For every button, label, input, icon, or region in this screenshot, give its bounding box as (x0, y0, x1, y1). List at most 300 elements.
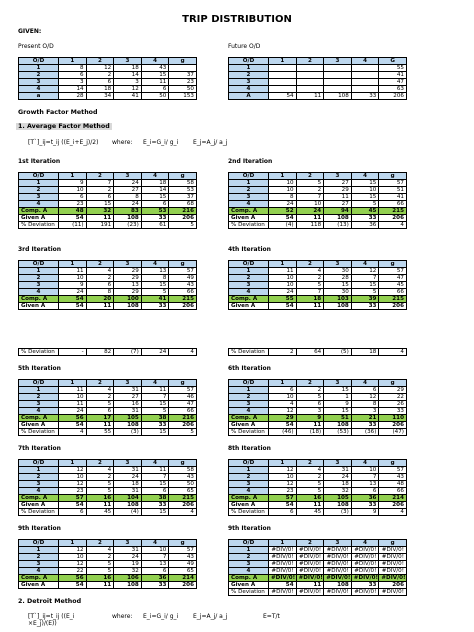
row-label-cell: Comp. A (19, 495, 59, 502)
value-cell: 48 (379, 481, 407, 488)
value-cell: 153 (169, 93, 197, 100)
row-label-cell: Comp. A (19, 208, 59, 215)
row-label-cell: Comp. A (229, 575, 269, 582)
row-label-cell: Given A (229, 422, 269, 429)
value-cell: 1 (269, 460, 297, 467)
value-cell: 15 (141, 282, 169, 289)
value-cell: 18 (351, 349, 379, 356)
row-label-cell: % Deviation (229, 349, 269, 356)
value-cell: 14 (114, 72, 142, 79)
value-cell: 206 (379, 303, 407, 310)
value-cell: 21 (351, 415, 379, 422)
value-cell: 5 (169, 222, 197, 229)
value-cell: 5 (86, 481, 114, 488)
data-row (19, 481, 197, 488)
value-cell: (23) (114, 222, 142, 229)
value-cell: 2 (296, 380, 324, 387)
comp-row (229, 495, 407, 502)
value-cell: 54 (269, 582, 297, 589)
hdr-row (229, 58, 407, 65)
value-cell: 10 (269, 282, 297, 289)
value-cell: 15 (141, 72, 169, 79)
value-cell: 1 (324, 394, 352, 401)
value-cell: 15 (141, 429, 169, 436)
row-label-cell: Given A (229, 582, 269, 589)
iteration-table (18, 459, 197, 516)
value-cell: 4 (351, 380, 379, 387)
value-cell: 2 (296, 173, 324, 180)
row-label-cell: Given A (19, 303, 59, 310)
value-cell: #DIV/0! (379, 561, 407, 568)
value-cell: 19 (114, 561, 142, 568)
data-row (229, 481, 407, 488)
value-cell: 45 (296, 509, 324, 516)
iteration-table (228, 459, 407, 516)
value-cell: g (169, 540, 197, 547)
value-cell: 31 (114, 547, 142, 554)
value-cell: 57 (379, 467, 407, 474)
value-cell: 4 (141, 261, 169, 268)
value-cell: 10 (269, 187, 297, 194)
value-cell: 118 (296, 222, 324, 229)
hdr-row (229, 540, 407, 547)
value-cell: 29 (324, 187, 352, 194)
value-cell: 6 (141, 201, 169, 208)
value-cell: 6 (269, 387, 297, 394)
value-cell: 24 (269, 289, 297, 296)
value-cell: 10 (296, 201, 324, 208)
growth-factor-heading: Growth Factor Method (18, 109, 98, 116)
deviation-table (18, 348, 197, 356)
where-label: where: (112, 139, 133, 146)
value-cell: 24 (59, 408, 87, 415)
value-cell: 108 (114, 303, 142, 310)
row-label-cell: Comp. A (229, 296, 269, 303)
value-cell: 18 (114, 481, 142, 488)
value-cell: 3 (114, 540, 142, 547)
data-row (19, 180, 197, 187)
value-cell: #DIV/0! (296, 568, 324, 575)
given-row (19, 303, 197, 310)
value-cell: 4 (141, 380, 169, 387)
data-row (19, 488, 197, 495)
data-row (229, 194, 407, 201)
row-label-cell: 2 (19, 394, 59, 401)
dev-row (229, 222, 407, 229)
value-cell (269, 65, 297, 72)
value-cell: g (379, 261, 407, 268)
value-cell: 108 (324, 303, 352, 310)
value-cell: 54 (59, 303, 87, 310)
value-cell: 108 (324, 582, 352, 589)
value-cell: 3 (324, 173, 352, 180)
value-cell: 23 (269, 488, 297, 495)
value-cell (351, 72, 379, 79)
value-cell: (4) (269, 222, 297, 229)
value-cell: 50 (141, 93, 169, 100)
row-label-cell: 4 (19, 488, 59, 495)
value-cell: 24 (324, 474, 352, 481)
value-cell: 4 (379, 349, 407, 356)
value-cell: 23 (59, 488, 87, 495)
value-cell: 1 (269, 58, 297, 65)
row-label-cell: Comp. A (229, 415, 269, 422)
row-label-cell: 2 (229, 72, 269, 79)
comp-row (229, 575, 407, 582)
data-row (19, 408, 197, 415)
value-cell: 10 (269, 394, 297, 401)
value-cell: 105 (324, 495, 352, 502)
value-cell: #DIV/0! (379, 547, 407, 554)
value-cell: 65 (169, 568, 197, 575)
value-cell: (13) (324, 222, 352, 229)
future-od-label: Future O/D (228, 43, 261, 50)
data-row (19, 474, 197, 481)
row-label-cell: 3 (19, 481, 59, 488)
value-cell: 49 (169, 275, 197, 282)
value-cell: 2 (86, 275, 114, 282)
value-cell: g (169, 380, 197, 387)
value-cell: 4 (141, 173, 169, 180)
row-label-cell: 1 (19, 65, 59, 72)
iteration-table (228, 172, 407, 229)
value-cell (324, 86, 352, 93)
value-cell (169, 65, 197, 72)
value-cell: g (379, 173, 407, 180)
value-cell: (4) (114, 509, 142, 516)
value-cell: 58 (169, 180, 197, 187)
value-cell: #DIV/0! (269, 589, 297, 596)
value-cell: 6 (86, 194, 114, 201)
value-cell: 43 (169, 282, 197, 289)
value-cell: 12 (351, 394, 379, 401)
value-cell: 41 (379, 194, 407, 201)
value-cell: 2 (296, 387, 324, 394)
value-cell: 216 (169, 208, 197, 215)
value-cell: g (169, 261, 197, 268)
row-label-cell: 4 (229, 289, 269, 296)
value-cell: 11 (86, 582, 114, 589)
value-cell: 6 (141, 568, 169, 575)
given-row (19, 502, 197, 509)
data-row (19, 65, 197, 72)
value-cell: 5 (351, 289, 379, 296)
value-cell: 16 (114, 401, 142, 408)
value-cell: 18 (86, 86, 114, 93)
value-cell (296, 65, 324, 72)
hdr-row (19, 58, 197, 65)
value-cell: 6 (86, 408, 114, 415)
data-row (19, 401, 197, 408)
value-cell: #DIV/0! (296, 554, 324, 561)
row-label-cell: O/D (19, 58, 59, 65)
row-label-cell: Given A (19, 215, 59, 222)
value-cell: 7 (141, 474, 169, 481)
comp-row (229, 208, 407, 215)
value-cell: 56 (59, 415, 87, 422)
value-cell: 41 (114, 93, 142, 100)
value-cell: 2 (86, 394, 114, 401)
value-cell: 2 (296, 460, 324, 467)
value-cell: 6 (141, 86, 169, 93)
iteration-title: 2nd Iteration (228, 158, 273, 165)
value-cell: 51 (324, 415, 352, 422)
row-label-cell: % Deviation (19, 429, 59, 436)
value-cell: 36 (351, 495, 379, 502)
value-cell: 27 (324, 180, 352, 187)
value-cell: 16 (296, 495, 324, 502)
row-label-cell: O/D (229, 173, 269, 180)
value-cell: 5 (86, 488, 114, 495)
value-cell: 4 (351, 261, 379, 268)
present-od-label: Present O/D (18, 43, 54, 50)
row-label-cell: a (19, 93, 59, 100)
value-cell: 4 (141, 460, 169, 467)
future-od-table (228, 57, 407, 100)
value-cell: 11 (296, 502, 324, 509)
value-cell: 108 (324, 502, 352, 509)
value-cell: 6 (269, 509, 297, 516)
value-cell: 1 (59, 58, 87, 65)
value-cell: 206 (379, 582, 407, 589)
row-label-cell: Given A (19, 422, 59, 429)
row-label-cell: O/D (229, 460, 269, 467)
value-cell: 2 (86, 474, 114, 481)
value-cell: 83 (114, 208, 142, 215)
value-cell: 2 (296, 474, 324, 481)
value-cell: 52 (269, 208, 297, 215)
data-row (19, 79, 197, 86)
comp-row (19, 415, 197, 422)
value-cell: 30 (324, 268, 352, 275)
value-cell: #DIV/0! (351, 554, 379, 561)
value-cell: 15 (324, 408, 352, 415)
value-cell: 12 (59, 547, 87, 554)
value-cell: 57 (169, 387, 197, 394)
value-cell: 108 (114, 422, 142, 429)
row-label-cell: 2 (229, 474, 269, 481)
value-cell: 1 (59, 540, 87, 547)
value-cell: #DIV/0! (351, 568, 379, 575)
value-cell: - (59, 349, 87, 356)
data-row (19, 561, 197, 568)
value-cell: 38 (141, 415, 169, 422)
value-cell: 11 (59, 268, 87, 275)
value-cell: #DIV/0! (269, 568, 297, 575)
data-row (19, 86, 197, 93)
row-label-cell: 3 (19, 561, 59, 568)
value-cell: 15 (141, 401, 169, 408)
value-cell: 6 (296, 401, 324, 408)
row-label-cell: 1 (229, 387, 269, 394)
row-label-cell: 3 (229, 481, 269, 488)
iteration-table (18, 172, 197, 229)
row-label-cell: Given A (19, 582, 59, 589)
value-cell: 24 (141, 349, 169, 356)
value-cell: 206 (169, 303, 197, 310)
value-cell: 55 (269, 296, 297, 303)
value-cell: #DIV/0! (379, 568, 407, 575)
value-cell: 16 (86, 495, 114, 502)
value-cell: 4 (59, 429, 87, 436)
hdr-row (19, 540, 197, 547)
row-label-cell: 3 (19, 282, 59, 289)
value-cell: 24 (114, 201, 142, 208)
data-row (229, 568, 407, 575)
row-label-cell: 4 (19, 568, 59, 575)
value-cell: 29 (114, 289, 142, 296)
value-cell: 7 (296, 194, 324, 201)
value-cell: 3 (351, 408, 379, 415)
value-cell: 66 (379, 289, 407, 296)
data-row (229, 547, 407, 554)
value-cell: 50 (169, 481, 197, 488)
value-cell: 4 (141, 540, 169, 547)
row-label-cell: O/D (19, 173, 59, 180)
value-cell: 37 (169, 194, 197, 201)
value-cell: 11 (296, 93, 324, 100)
value-cell: 11 (86, 215, 114, 222)
value-cell: #DIV/0! (269, 554, 297, 561)
hdr-row (229, 460, 407, 467)
row-label-cell: 2 (19, 554, 59, 561)
value-cell: 15 (351, 194, 379, 201)
value-cell: 6 (351, 488, 379, 495)
dev-row (19, 509, 197, 516)
value-cell: 3 (324, 261, 352, 268)
row-label-cell: Comp. A (19, 296, 59, 303)
value-cell: 7 (141, 554, 169, 561)
row-label-cell: 2 (229, 394, 269, 401)
value-cell: 4 (379, 509, 407, 516)
value-cell: 9 (59, 282, 87, 289)
row-label-cell: 4 (229, 86, 269, 93)
value-cell: g (379, 380, 407, 387)
value-cell: 8 (351, 401, 379, 408)
value-cell: 206 (169, 582, 197, 589)
data-row (19, 187, 197, 194)
value-cell: 43 (169, 474, 197, 481)
value-cell: #DIV/0! (324, 589, 352, 596)
hdr-row (229, 380, 407, 387)
value-cell: 53 (141, 208, 169, 215)
value-cell: 215 (379, 296, 407, 303)
value-cell: 4 (86, 268, 114, 275)
value-cell: 4 (86, 387, 114, 394)
value-cell: 11 (59, 401, 87, 408)
row-label-cell: 3 (229, 561, 269, 568)
value-cell: 28 (59, 93, 87, 100)
value-cell: (47) (379, 429, 407, 436)
row-label-cell: 1 (19, 387, 59, 394)
hdr-row (19, 460, 197, 467)
row-label-cell: O/D (19, 380, 59, 387)
row-label-cell: 1 (229, 268, 269, 275)
value-cell: 54 (269, 502, 297, 509)
value-cell: 8 (269, 194, 297, 201)
row-label-cell: 3 (229, 194, 269, 201)
value-cell: 3 (324, 540, 352, 547)
value-cell: 108 (114, 215, 142, 222)
given-row (19, 215, 197, 222)
value-cell: 24 (114, 554, 142, 561)
value-cell: 1 (59, 173, 87, 180)
value-cell: 3 (324, 380, 352, 387)
value-cell: 18 (141, 180, 169, 187)
row-label-cell: 2 (19, 474, 59, 481)
data-row (229, 180, 407, 187)
data-row (229, 79, 407, 86)
row-label-cell: Comp. A (19, 415, 59, 422)
data-row (19, 394, 197, 401)
value-cell: 6 (86, 79, 114, 86)
iteration-title: 7th Iteration (18, 445, 61, 452)
value-cell (324, 65, 352, 72)
value-cell: 39 (351, 296, 379, 303)
value-cell: 206 (169, 422, 197, 429)
value-cell: 29 (269, 415, 297, 422)
value-cell: 4 (296, 268, 324, 275)
detroit-heading: 2. Detroit Method (18, 598, 82, 605)
value-cell: #DIV/0! (379, 575, 407, 582)
value-cell: 51 (379, 187, 407, 194)
data-row (229, 275, 407, 282)
given-row (19, 582, 197, 589)
value-cell: 105 (114, 415, 142, 422)
value-cell: 5 (86, 561, 114, 568)
row-label-cell: % Deviation (229, 429, 269, 436)
value-cell: G (379, 58, 407, 65)
row-label-cell: 4 (229, 568, 269, 575)
value-cell: 11 (269, 268, 297, 275)
value-cell: 13 (141, 268, 169, 275)
value-cell: 10 (269, 474, 297, 481)
value-cell: 215 (169, 296, 197, 303)
dev-row (229, 509, 407, 516)
value-cell: 33 (141, 215, 169, 222)
ej-formula: E_j=A_j/ a_j (193, 139, 228, 146)
value-cell: 57 (379, 180, 407, 187)
dev-row (19, 429, 197, 436)
value-cell: 3 (296, 408, 324, 415)
data-row (19, 554, 197, 561)
comp-row (19, 296, 197, 303)
value-cell: 3 (114, 79, 142, 86)
value-cell: 12 (59, 467, 87, 474)
value-cell: 2 (86, 540, 114, 547)
value-cell: 33 (351, 422, 379, 429)
row-label-cell: 1 (229, 65, 269, 72)
value-cell: #DIV/0! (379, 589, 407, 596)
value-cell: g (169, 173, 197, 180)
row-label-cell: % Deviation (19, 349, 59, 356)
value-cell: 29 (114, 268, 142, 275)
value-cell: 12 (269, 467, 297, 474)
value-cell: 8 (141, 275, 169, 282)
value-cell: 31 (324, 467, 352, 474)
value-cell: #DIV/0! (296, 561, 324, 568)
value-cell: 26 (379, 401, 407, 408)
row-label-cell: % Deviation (229, 222, 269, 229)
value-cell: 2 (86, 261, 114, 268)
value-cell: g (169, 58, 197, 65)
value-cell: 33 (141, 582, 169, 589)
value-cell: 2 (86, 380, 114, 387)
value-cell: 15 (324, 387, 352, 394)
value-cell: 6 (59, 72, 87, 79)
row-label-cell: Comp. A (229, 495, 269, 502)
row-label-cell: Comp. A (229, 208, 269, 215)
